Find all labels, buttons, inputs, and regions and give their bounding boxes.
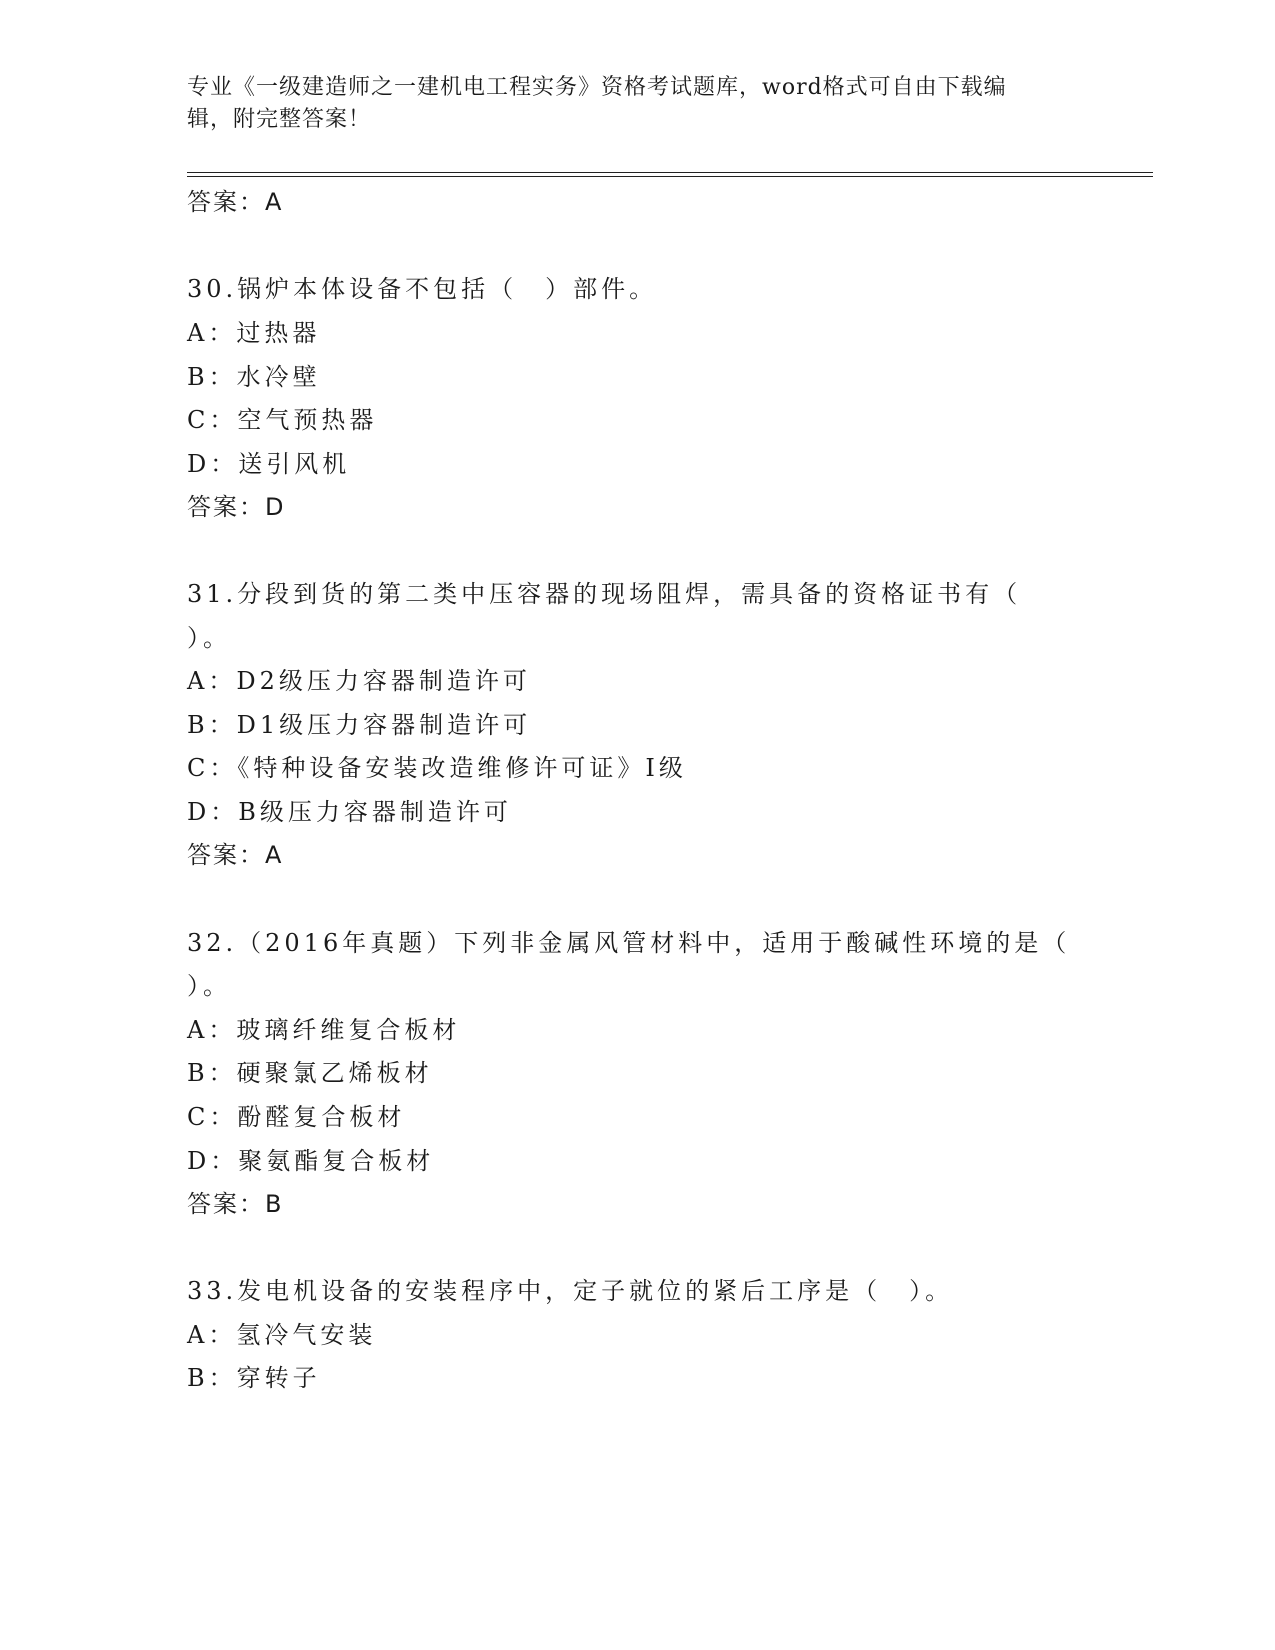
question-32-option-c: C：酚醛复合板材: [187, 1103, 406, 1131]
question-32-answer: 答案：B: [187, 1190, 284, 1218]
question-31-option-a: A：D2级压力容器制造许可: [187, 667, 531, 695]
question-32-option-a: A：玻璃纤维复合板材: [187, 1016, 461, 1044]
question-31-option-d: D：B级压力容器制造许可: [187, 798, 512, 826]
question-30-option-a: A：过热器: [187, 319, 321, 347]
question-30-answer: 答案：D: [187, 493, 286, 521]
question-31-stem-line-2: ）。: [187, 624, 231, 652]
header-line-2: 辑，附完整答案！: [187, 107, 372, 132]
question-30-option-c: C：空气预热器: [187, 406, 378, 434]
previous-answer: 答案：A: [187, 188, 284, 216]
header-rule-top: [187, 172, 1153, 173]
question-33-option-a: A：氢冷气安装: [187, 1321, 377, 1349]
question-31-stem-line-1: 31.分段到货的第二类中压容器的现场阻焊，需具备的资格证书有（: [187, 580, 1022, 608]
question-32-option-d: D：聚氨酯复合板材: [187, 1147, 435, 1175]
question-31-option-b: B：D1级压力容器制造许可: [187, 711, 532, 739]
header-rule-bottom: [187, 176, 1153, 177]
question-30-stem: 30.锅炉本体设备不包括（ ）部件。: [187, 275, 658, 303]
question-33-stem: 33.发电机设备的安装程序中，定子就位的紧后工序是（ ）。: [187, 1277, 954, 1305]
question-31-answer: 答案：A: [187, 841, 284, 869]
question-32-stem-line-2: ）。: [187, 972, 231, 1000]
question-32-stem-line-1: 32.（2016年真题）下列非金属风管材料中，适用于酸碱性环境的是（: [187, 929, 1071, 957]
header-line-1: 专业《一级建造师之一建机电工程实务》资格考试题库，word格式可自由下载编: [187, 75, 1007, 100]
document-header: [187, 72, 1067, 136]
question-31-option-c: C：《特种设备安装改造维修许可证》I级: [187, 754, 687, 782]
question-33-option-b: B：穿转子: [187, 1364, 321, 1392]
question-30-option-b: B：水冷壁: [187, 363, 321, 391]
question-32-option-b: B：硬聚氯乙烯板材: [187, 1059, 433, 1087]
question-30-option-d: D：送引风机: [187, 450, 351, 478]
